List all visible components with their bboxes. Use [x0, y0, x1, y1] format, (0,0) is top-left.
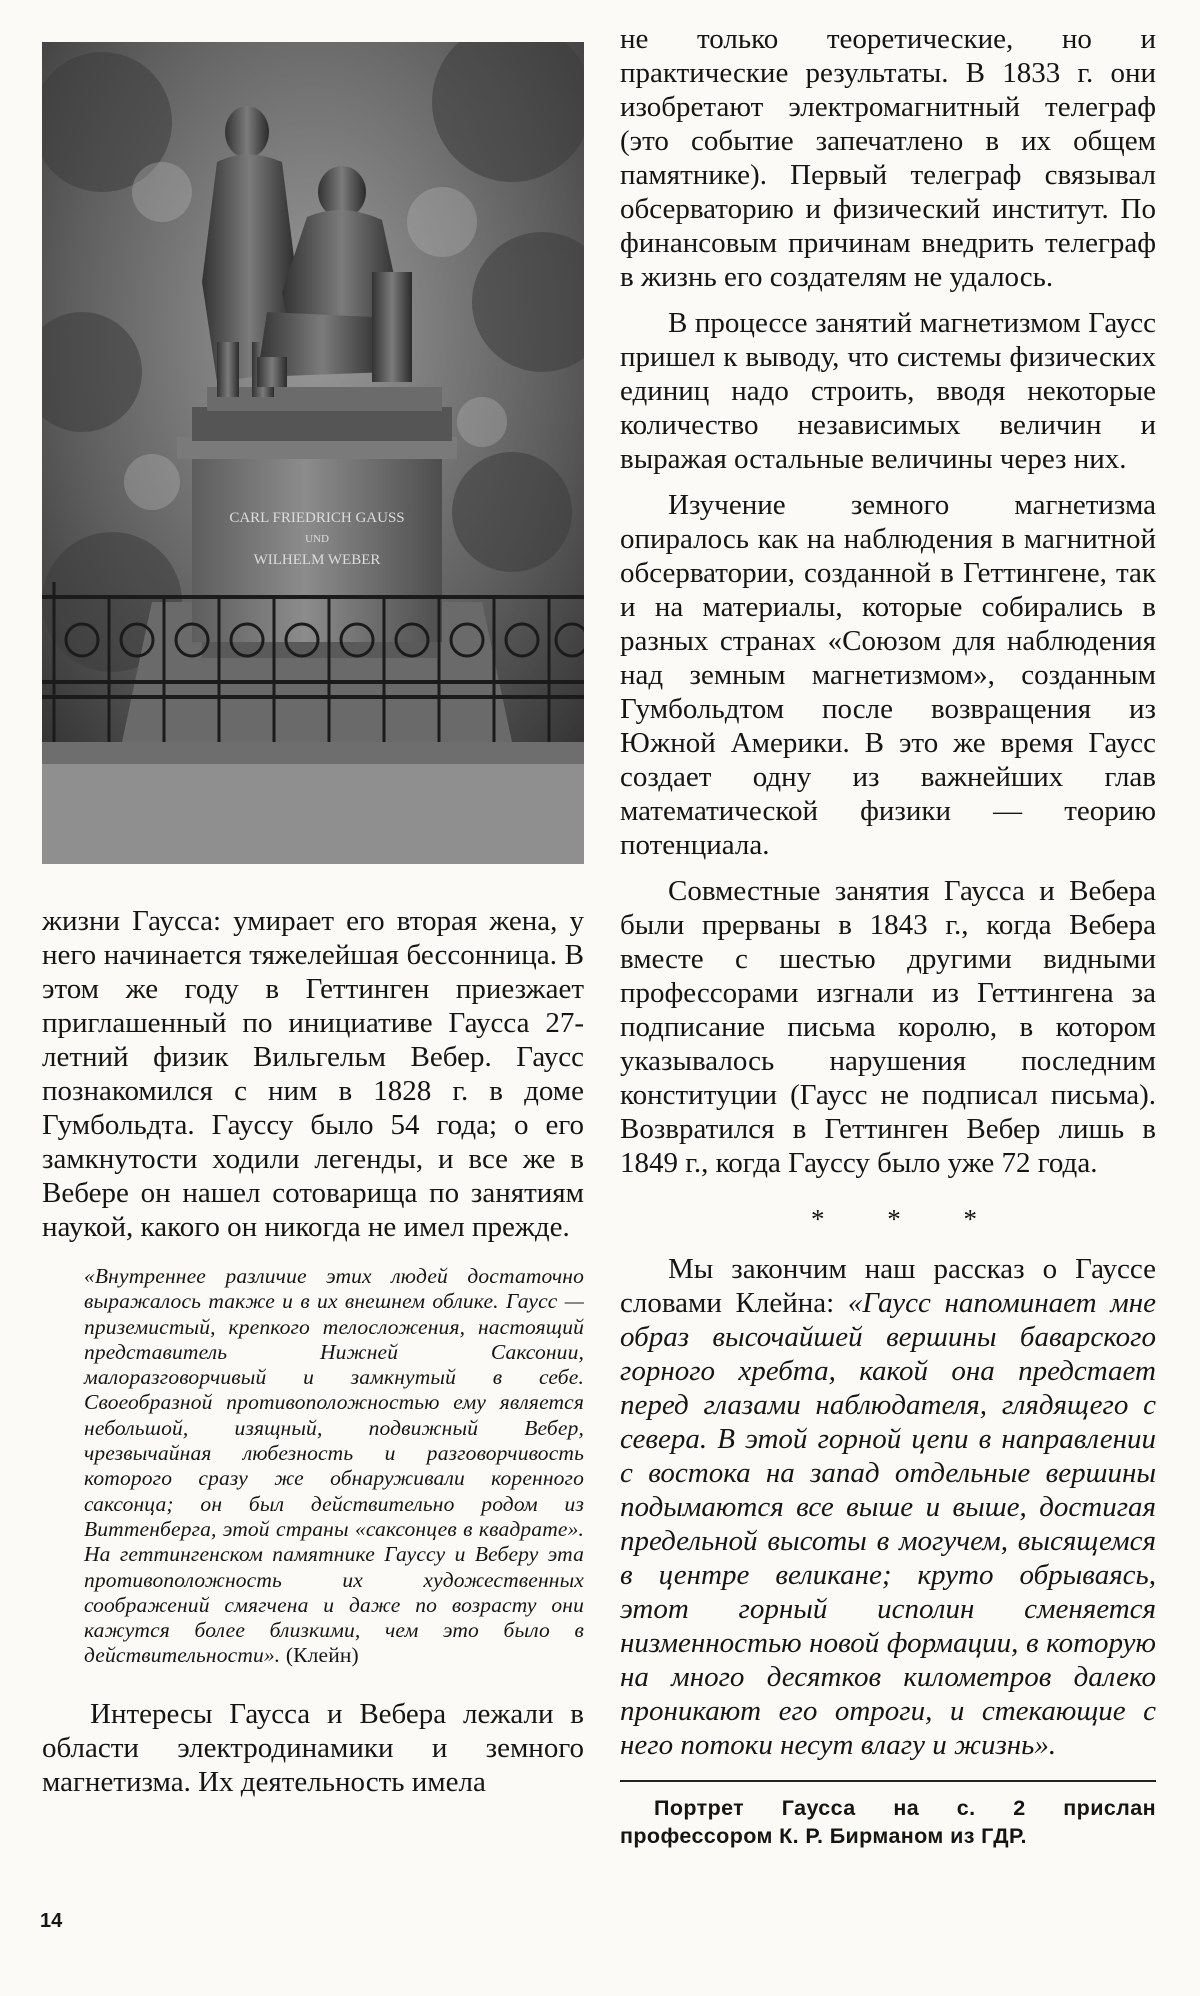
- right-paragraph-4: Совместные занятия Гаусса и Вебера были прерваны в 1843 г., когда Вебера вместе с шестью другими видными профессорами изгнали из Геттингена за подписание письма королю, в котором указывалось нарушения последним конституции (Гаусс не подписал письма). Возвратился в Геттинген Вебер лишь в 1849 г., когда Гауссу было уже 72 года.: [620, 875, 1156, 1179]
- right-column: [620, 22, 1156, 1850]
- closing-paragraph: [620, 1252, 1156, 1762]
- quote-attribution: (Клейн): [285, 1643, 359, 1668]
- klein-quote-block: [84, 1264, 584, 1669]
- left-column: [42, 42, 584, 1799]
- right-paragraph-1: не только теоретические, но и практические результаты. В 1833 г. они изобретают электромагнитный телеграф (это событие запечатлено в их общем памятнике). Первый телеграф связывал обсерваторию и физический институт. По финансовым причинам внедрить телеграф в жизнь его создателям не удалось.: [620, 23, 1156, 293]
- quote-text: «Внутреннее различие этих людей достаточно выражалось также и в их внешнем облике. Гаусс — приземистый, крепкого телосложения, настоящий представитель Нижней Саксонии, малоразговорчивый и замкнутый в себе. Своеобразной противоположностью ему является небольшой, изящный, подвижный Вебер, чрезвычайная любезность и разговорчивость которого сразу же обнаруживали коренного саксонца; он был действительно родом из Виттенберга, этой страны «саксонцев в квадрате». На геттингенском памятнике Гауссу и Веберу эта противоположность их художественных соображений смягчена и даже по возрасту они кажутся более близкими, чем это было в действительности».: [84, 1264, 584, 1668]
- closing-intro: Мы закончим наш рассказ о Гауссе словами Клейна:: [620, 1253, 1156, 1319]
- monument-image: [42, 42, 584, 864]
- right-paragraph-3: Изучение земного магнетизма опиралось как на наблюдения в магнитной обсерватории, созданной в Геттингене, так и на материалы, которые собирались в разных странах «Союзом для наблюдения над земным магнетизмом», созданным Гумбольдтом после возвращения из Южной Америки. В это же время Гаусс создает одну из важнейших глав математической физики — теорию потенциала.: [620, 489, 1156, 861]
- pedestal-line-2: UND: [305, 533, 329, 545]
- left-paragraph-1: жизни Гаусса: умирает его вторая жена, у него начинается тяжелейшая бессонница. В этом же году в Геттинген приезжает приглашенный по инициативе Гаусса 27-летний физик Вильгельм Вебер. Гаусс познакомился с ним в 1828 г. в доме Гумбольдта. Гауссу было 54 года; о его замкнутости ходили легенды, и все же в Вебере он нашел сотоварища по занятиям наукой, какого он никогда не имел прежде.: [42, 905, 584, 1243]
- closing-klein-quote: «Гаусс напоминает мне образ высочайшей вершины баварского горного хребта, какой она предстает перед глазами наблюдателя, глядящего с севера. В этой горной цепи в направлении с востока на запад отдельные вершины подымаются все выше и выше, достигая предельной высоты в могучем, высящемся в центре великане; круто обрываясь, этот горный исполин сменяется низменностью новой формации, в которую на много десятков километров далеко проникают его отроги, и стекающие с него потоки несут влагу и жизнь».: [620, 1287, 1156, 1761]
- section-divider-stars: * * *: [811, 1204, 1005, 1234]
- left-paragraph-2: Интересы Гаусса и Вебера лежали в области электродинамики и земного магнетизма. Их деятельность имела: [42, 1697, 584, 1798]
- right-paragraph-2: В процессе занятий магнетизмом Гаусс пришел к выводу, что системы физических единиц надо строить, вводя некоторые количество независимых величин и выражая остальные величины через них.: [620, 307, 1156, 475]
- pedestal-line-3: WILHELM WEBER: [253, 552, 381, 568]
- monument-photo: [42, 42, 584, 864]
- pedestal-line-1: CARL FRIEDRICH GAUSS: [229, 510, 405, 526]
- page-number: 14: [40, 1910, 63, 1932]
- footnote: Портрет Гаусса на с. 2 прислан профессором К. Р. Бирманом из ГДР.: [620, 1780, 1156, 1850]
